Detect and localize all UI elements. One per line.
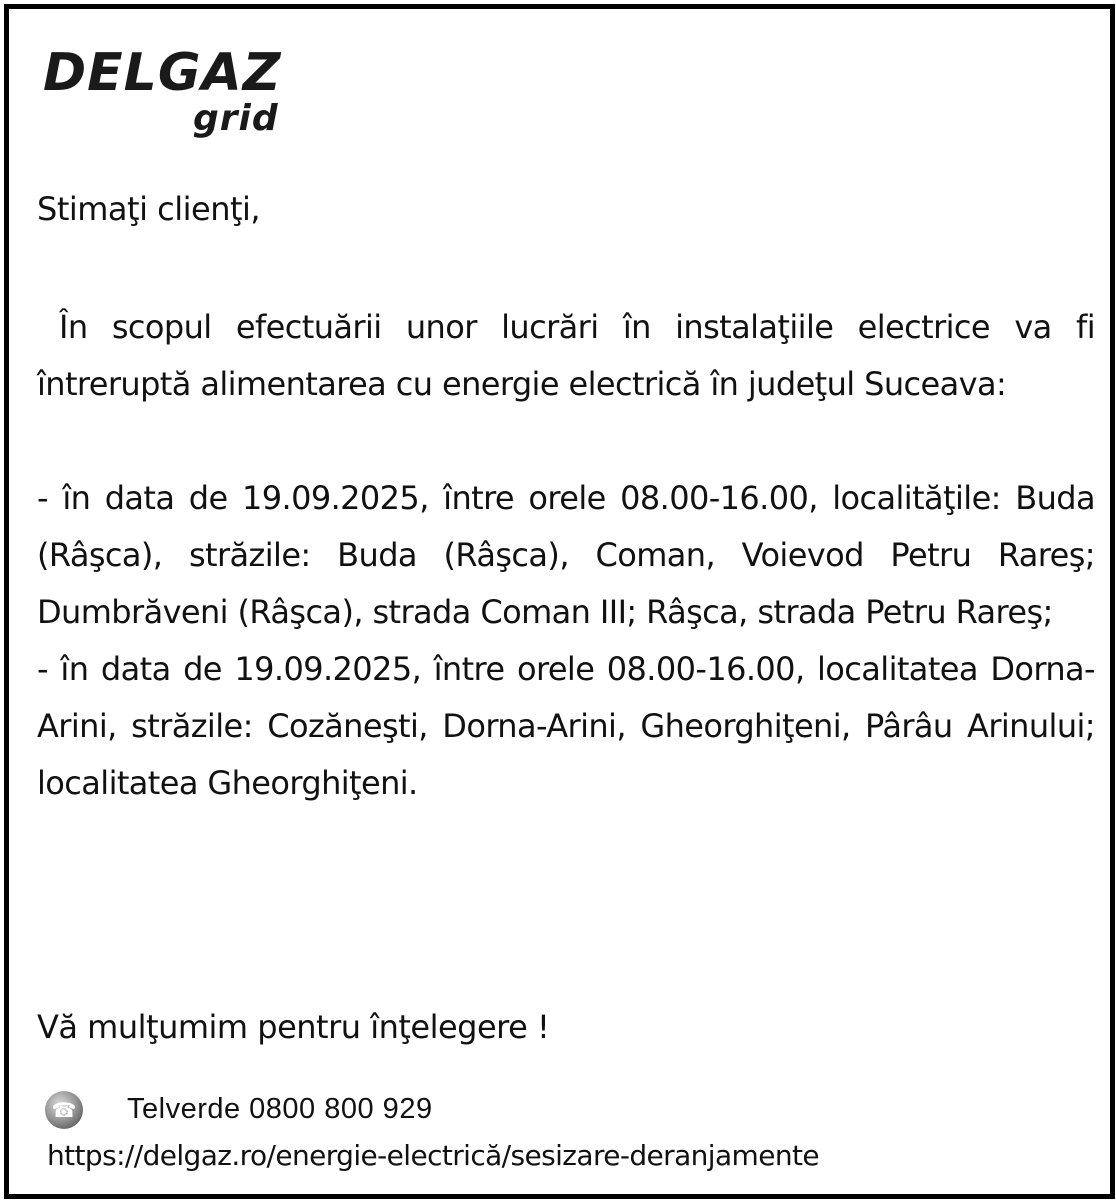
- report-url-link[interactable]: https://delgaz.ro/energie-electrică/sesizare-deranjamente: [47, 1139, 819, 1172]
- logo-subtitle: grid: [193, 98, 279, 139]
- greeting: Stimaţi clienţi,: [37, 190, 261, 228]
- logo-wordmark: DELGAZ: [43, 43, 282, 103]
- delgaz-grid-logo: [43, 43, 293, 143]
- notice-body: [37, 299, 1095, 812]
- notice-frame: [4, 4, 1115, 1199]
- phone-number[interactable]: Telverde 0800 800 929: [127, 1093, 433, 1125]
- intro-text: În scopul efectuării unor lucrări în instalaţiile electrice va fi întreruptă alimentarea cu energie electrică în judeţul Suceava:: [37, 308, 1095, 403]
- phone-icon: ☎: [45, 1091, 83, 1129]
- thanks-message: Vă mulţumim pentru înţelegere !: [37, 1008, 550, 1046]
- intro-paragraph: [37, 299, 1095, 413]
- outage-item-1: - în data de 19.09.2025, între orele 08.00-16.00, localităţile: Buda (Râşca), străzile: Buda (Râşca), Coman, Voievod Petru Rareş; Dumbrăveni (Râşca), strada Coman III; Râşca, strada Petru Rareş;: [37, 479, 1095, 631]
- outage-item-2: - în data de 19.09.2025, între orele 08.00-16.00, localitatea Dorna-Arini, străzile: Cozăneşti, Dorna-Arini, Gheorghiţeni, Pârâu Arinului; localitatea Gheorghiţeni.: [37, 650, 1095, 802]
- spacer: [37, 413, 1095, 470]
